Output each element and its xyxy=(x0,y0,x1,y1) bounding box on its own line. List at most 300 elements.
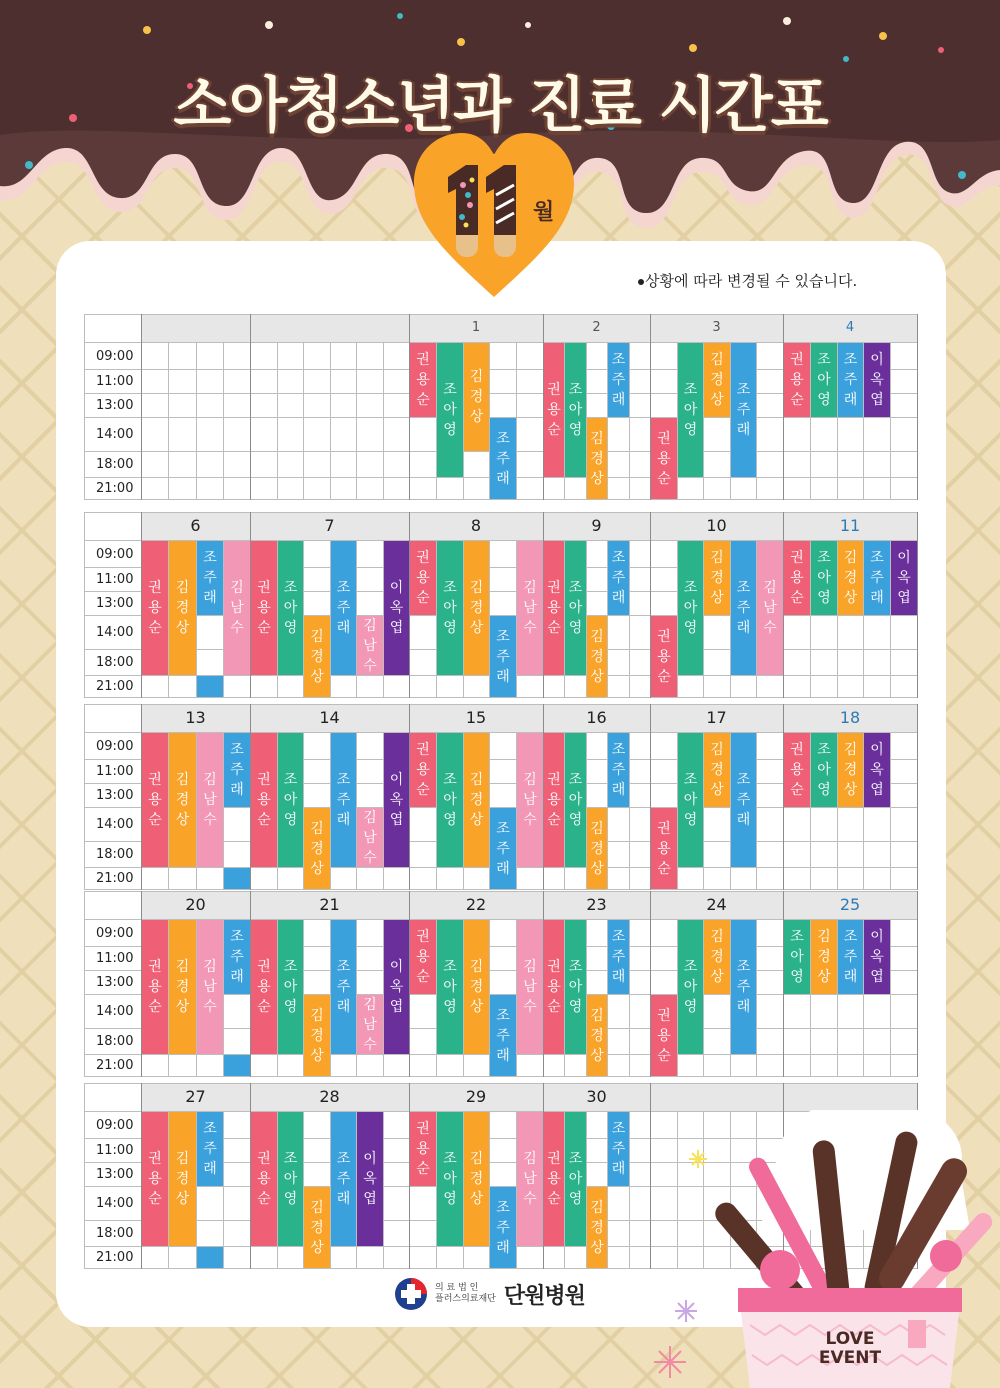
doctor-name-char: 수 xyxy=(363,657,377,674)
doctor-name-char: 조 xyxy=(843,352,858,368)
doctor-name-char: 순 xyxy=(416,590,430,606)
doctor-name-char: 조 xyxy=(443,580,457,596)
doctor-name-char: 상 xyxy=(590,1239,604,1256)
time-label: 21:00 xyxy=(96,679,134,694)
grid-line xyxy=(629,919,630,1076)
grid-line xyxy=(383,1111,384,1268)
doctor-name-char: 경 xyxy=(843,570,858,586)
day-label: 21 xyxy=(319,895,340,914)
grid-line xyxy=(84,697,917,698)
doctor-name-char: 권 xyxy=(257,772,271,788)
doctor-name-char: 아 xyxy=(568,979,583,995)
doctor-shift-bar xyxy=(565,541,586,675)
doctor-shift-bar xyxy=(608,1112,629,1186)
doctor-name-char: 경 xyxy=(710,949,724,965)
grid-line xyxy=(84,512,85,698)
doctor-name-char: 수 xyxy=(363,849,377,866)
doctor-name-char: 남 xyxy=(523,1171,537,1187)
doctor-name-char: 순 xyxy=(547,620,561,636)
doctor-name-char: 수 xyxy=(523,620,537,636)
doctor-name-char: 조 xyxy=(283,580,298,596)
doctor-shift-bar xyxy=(678,920,703,1054)
doctor-name-char: 남 xyxy=(523,979,537,995)
doctor-name-char: 영 xyxy=(283,812,298,828)
doctor-name-char: 김 xyxy=(523,580,537,596)
doctor-shift-bar xyxy=(891,541,917,615)
doctor-name-char: 권 xyxy=(148,1151,162,1167)
doctor-shift-bar xyxy=(197,541,223,615)
day-label: 7 xyxy=(324,516,335,535)
time-label: 14:00 xyxy=(96,1196,134,1211)
doctor-name-char: 김 xyxy=(310,628,324,645)
grid-line xyxy=(917,314,918,500)
time-label: 11:00 xyxy=(96,374,134,389)
doctor-name-char: 영 xyxy=(817,782,831,798)
doctor-name-char: 경 xyxy=(469,792,484,808)
grid-line xyxy=(84,704,85,890)
doctor-name-char: 조 xyxy=(568,959,583,975)
doctor-name-char: 조 xyxy=(736,580,751,596)
doctor-name-char: 순 xyxy=(257,999,271,1015)
doctor-shift-bar xyxy=(757,541,783,675)
doctor-shift-bar xyxy=(587,808,607,889)
doctor-name-char: 아 xyxy=(283,792,298,808)
doctor-name-char: 조 xyxy=(568,580,583,596)
grid-line xyxy=(223,342,224,499)
grid-line xyxy=(629,732,630,889)
doctor-shift-bar xyxy=(437,1112,463,1246)
doctor-name-char: 수 xyxy=(363,1036,377,1053)
doctor-name-char: 조 xyxy=(443,772,457,788)
doctor-shift-bar xyxy=(278,1112,303,1246)
doctor-name-char: 남 xyxy=(203,792,217,808)
love-event-label xyxy=(800,1330,900,1368)
doctor-name-char: 순 xyxy=(416,969,430,985)
doctor-name-char: 이 xyxy=(870,742,884,758)
grid-line xyxy=(890,919,891,1076)
doctor-name-char: 김 xyxy=(310,820,324,837)
day-label: 27 xyxy=(185,1087,206,1106)
doctor-name-char: 영 xyxy=(568,422,583,438)
doctor-shift-bar xyxy=(838,343,863,417)
doctor-name-char: 용 xyxy=(657,450,671,467)
doctor-name-char: 상 xyxy=(843,590,858,606)
day-label: 16 xyxy=(586,708,607,727)
doctor-name-char: 남 xyxy=(203,979,217,995)
doctor-name-char: 경 xyxy=(817,949,831,965)
doctor-name-char: 래 xyxy=(496,1239,510,1256)
doctor-name-char: 영 xyxy=(443,422,457,438)
doctor-shift-bar xyxy=(224,920,250,994)
doctor-name-char: 상 xyxy=(590,860,604,877)
doctor-name-char: 영 xyxy=(568,999,583,1015)
day-label: 18 xyxy=(839,708,861,727)
foundation-label: 플러스의료재단 xyxy=(435,1294,496,1304)
doctor-name-char: 김 xyxy=(230,580,244,596)
doctor-name-char: 조 xyxy=(683,580,698,596)
doctor-name-char: 용 xyxy=(657,648,671,665)
doctor-name-char: 주 xyxy=(736,792,751,808)
doctor-name-char: 용 xyxy=(790,372,804,388)
doctor-shift-bar xyxy=(608,343,629,417)
doctor-shift-bar xyxy=(587,995,607,1076)
doctor-name-char: 영 xyxy=(817,392,831,408)
day-label: 29 xyxy=(465,1087,487,1106)
hospital-cross-icon xyxy=(393,1276,429,1312)
doctor-name-char: 래 xyxy=(336,620,351,636)
doctor-name-char: 경 xyxy=(843,762,858,778)
doctor-name-char: 순 xyxy=(657,470,671,487)
doctor-name-char: 주 xyxy=(736,979,751,995)
doctor-shift-bar xyxy=(331,1112,356,1246)
doctor-shift-bar xyxy=(838,733,863,807)
doctor-shift-bar xyxy=(224,733,250,807)
doctor-name-char: 경 xyxy=(469,389,484,405)
doctor-name-char: 권 xyxy=(416,742,430,758)
doctor-name-char: 주 xyxy=(336,792,351,808)
doctor-name-char: 권 xyxy=(657,820,671,837)
doctor-name-char: 조 xyxy=(443,959,457,975)
time-label: 18:00 xyxy=(96,1226,134,1241)
grid-line xyxy=(629,1111,630,1268)
doctor-name-char: 래 xyxy=(611,1161,626,1177)
doctor-name-char: 상 xyxy=(175,999,190,1015)
doctor-shift-bar xyxy=(464,1112,489,1246)
doctor-name-char: 권 xyxy=(148,772,162,788)
doctor-shift-bar xyxy=(410,920,436,994)
doctor-name-char: 조 xyxy=(203,1121,217,1137)
doctor-name-char: 김 xyxy=(203,772,217,788)
doctor-shift-bar xyxy=(864,343,890,417)
doctor-shift-bar xyxy=(651,418,677,499)
grid-line xyxy=(629,342,630,499)
doctor-name-char: 주 xyxy=(496,648,510,665)
doctor-name-char: 순 xyxy=(148,812,162,828)
doctor-name-char: 용 xyxy=(416,372,430,388)
doctor-shift-bar xyxy=(490,616,516,697)
doctor-name-char: 경 xyxy=(310,840,324,857)
doctor-name-char: 영 xyxy=(568,812,583,828)
doctor-name-char: 상 xyxy=(710,969,724,985)
doctor-name-char: 순 xyxy=(547,999,561,1015)
doctor-name-char: 옥 xyxy=(389,792,404,808)
doctor-name-char: 권 xyxy=(416,1121,430,1137)
day-label: 6 xyxy=(190,516,201,535)
doctor-shift-bar xyxy=(410,733,436,807)
doctor-name-char: 영 xyxy=(683,620,698,636)
time-label: 13:00 xyxy=(96,975,134,990)
doctor-name-char: 주 xyxy=(736,402,751,418)
doctor-name-char: 권 xyxy=(257,959,271,975)
doctor-name-char: 권 xyxy=(547,382,561,398)
doctor-name-char: 영 xyxy=(443,812,457,828)
grid-line xyxy=(84,1076,917,1077)
grid-line xyxy=(84,1083,85,1269)
doctor-name-char: 용 xyxy=(547,1171,561,1187)
doctor-name-char: 조 xyxy=(817,742,831,758)
doctor-name-char: 용 xyxy=(657,1027,671,1044)
doctor-name-char: 아 xyxy=(683,792,698,808)
grid-line xyxy=(917,704,918,890)
doctor-name-char: 주 xyxy=(230,949,244,965)
doctor-shift-bar xyxy=(565,920,586,1054)
time-label: 13:00 xyxy=(96,788,134,803)
doctor-name-char: 상 xyxy=(469,409,484,425)
doctor-name-char: 김 xyxy=(523,772,537,788)
doctor-name-char: 상 xyxy=(710,590,724,606)
doctor-name-char: 수 xyxy=(523,999,537,1015)
day-label: 11 xyxy=(839,516,861,535)
doctor-name-char: 조 xyxy=(736,382,751,398)
doctor-name-char: 상 xyxy=(843,782,858,798)
doctor-shift-bar xyxy=(678,541,703,675)
doctor-shift-bar xyxy=(704,920,730,994)
doctor-name-char: 래 xyxy=(736,812,751,828)
doctor-name-char: 김 xyxy=(310,1007,324,1024)
doctor-name-char: 영 xyxy=(283,1191,298,1207)
love-label: LOVE xyxy=(825,1329,875,1349)
doctor-name-char: 순 xyxy=(416,392,430,408)
doctor-name-char: 조 xyxy=(611,550,626,566)
grid-line xyxy=(84,891,917,892)
doctor-name-char: 조 xyxy=(843,929,858,945)
doctor-shift-bar xyxy=(464,541,489,675)
doctor-name-char: 주 xyxy=(203,570,217,586)
doctor-name-char: 용 xyxy=(257,792,271,808)
doctor-name-char: 순 xyxy=(148,1191,162,1207)
doctor-name-char: 래 xyxy=(496,470,510,487)
doctor-shift-bar xyxy=(784,343,810,417)
time-label: 18:00 xyxy=(96,457,134,472)
doctor-name-char: 주 xyxy=(611,570,626,586)
doctor-name-char: 권 xyxy=(416,550,430,566)
grid-line xyxy=(84,314,85,500)
doctor-name-char: 순 xyxy=(416,782,430,798)
doctor-name-char: 주 xyxy=(843,949,858,965)
doctor-shift-bar xyxy=(331,920,356,1054)
day-label: 14 xyxy=(319,708,340,727)
day-label: 28 xyxy=(319,1087,340,1106)
doctor-name-char: 권 xyxy=(416,929,430,945)
doctor-shift-bar xyxy=(864,733,890,807)
doctor-shift-bar xyxy=(678,733,703,867)
doctor-name-char: 김 xyxy=(710,742,724,758)
doctor-name-char: 주 xyxy=(203,1141,217,1157)
doctor-shift-bar xyxy=(864,541,890,615)
doctor-name-char: 래 xyxy=(203,590,217,606)
doctor-name-char: 조 xyxy=(683,382,698,398)
doctor-name-char: 권 xyxy=(416,352,430,368)
doctor-shift-bar xyxy=(544,920,564,1054)
doctor-shift-bar xyxy=(437,920,463,1054)
doctor-name-char: 영 xyxy=(283,999,298,1015)
doctor-shift-bar xyxy=(197,733,223,867)
doctor-shift-bar xyxy=(811,733,837,807)
doctor-name-char: 래 xyxy=(496,668,510,685)
doctor-name-char: 아 xyxy=(817,372,831,388)
doctor-name-char: 용 xyxy=(148,979,162,995)
doctor-name-char: 조 xyxy=(683,959,698,975)
doctor-name-char: 순 xyxy=(257,620,271,636)
doctor-name-char: 경 xyxy=(710,762,724,778)
time-label: 14:00 xyxy=(96,427,134,442)
doctor-shift-bar xyxy=(811,920,837,994)
doctor-name-char: 순 xyxy=(790,590,804,606)
event-label: EVENT xyxy=(818,1348,882,1368)
doctor-name-char: 영 xyxy=(683,422,698,438)
change-notice: 상황에 따라 변경될 수 있습니다. xyxy=(645,272,858,290)
time-label: 13:00 xyxy=(96,1167,134,1182)
doctor-shift-bar xyxy=(587,1187,607,1268)
doctor-name-char: 옥 xyxy=(870,949,884,965)
doctor-name-char: 조 xyxy=(736,959,751,975)
doctor-shift-bar xyxy=(587,616,607,697)
doctor-name-char: 이 xyxy=(389,959,404,975)
doctor-name-char: 권 xyxy=(547,772,561,788)
time-label: 14:00 xyxy=(96,625,134,640)
doctor-shift-bar xyxy=(169,920,196,1054)
doctor-name-char: 경 xyxy=(469,600,484,616)
doctor-name-char: 옥 xyxy=(389,979,404,995)
doctor-shift-bar xyxy=(838,541,863,615)
doctor-name-char: 주 xyxy=(870,570,884,586)
doctor-name-char: 권 xyxy=(148,580,162,596)
doctor-name-char: 조 xyxy=(611,1121,626,1137)
doctor-name-char: 상 xyxy=(175,620,190,636)
doctor-name-char: 순 xyxy=(657,1047,671,1064)
doctor-name-char: 용 xyxy=(790,570,804,586)
doctor-name-char: 주 xyxy=(496,1027,510,1044)
doctor-name-char: 조 xyxy=(283,772,298,788)
doctor-shift-bar xyxy=(678,343,703,477)
doctor-name-char: 영 xyxy=(443,999,457,1015)
day-label: 13 xyxy=(185,708,206,727)
doctor-name-char: 아 xyxy=(817,570,831,586)
doctor-name-char: 순 xyxy=(547,422,561,438)
doctor-name-char: 래 xyxy=(736,422,751,438)
doctor-name-char: 권 xyxy=(547,1151,561,1167)
doctor-shift-bar xyxy=(278,541,303,675)
doctor-name-char: 경 xyxy=(590,648,604,665)
doctor-name-char: 아 xyxy=(790,949,804,965)
time-label: 13:00 xyxy=(96,398,134,413)
doctor-shift-bar xyxy=(517,733,543,867)
doctor-shift-bar xyxy=(838,920,863,994)
doctor-shift-bar xyxy=(437,733,463,867)
doctor-name-char: 상 xyxy=(590,668,604,685)
hospital-name: 단원병원 xyxy=(503,1283,585,1309)
doctor-name-char: 래 xyxy=(336,1191,351,1207)
doctor-name-char: 상 xyxy=(590,1047,604,1064)
time-label: 09:00 xyxy=(96,348,134,364)
doctor-name-char: 권 xyxy=(657,628,671,645)
doctor-name-char: 용 xyxy=(547,792,561,808)
time-label: 21:00 xyxy=(96,481,134,496)
doctor-name-char: 엽 xyxy=(389,999,404,1015)
doctor-name-char: 김 xyxy=(175,959,190,975)
day-label: 15 xyxy=(465,708,487,727)
doctor-name-char: 옥 xyxy=(389,600,404,616)
doctor-name-char: 주 xyxy=(496,840,510,857)
doctor-name-char: 조 xyxy=(283,1151,298,1167)
doctor-name-char: 경 xyxy=(710,372,724,388)
doctor-shift-bar xyxy=(357,616,383,675)
doctor-name-char: 아 xyxy=(443,402,457,418)
doctor-name-char: 김 xyxy=(175,580,190,596)
grid-line xyxy=(356,342,357,499)
doctor-shift-bar xyxy=(608,541,629,615)
day-label: 25 xyxy=(839,895,861,914)
doctor-shift-bar xyxy=(565,733,586,867)
doctor-name-char: 남 xyxy=(523,600,537,616)
day-label: 17 xyxy=(706,708,727,727)
doctor-name-char: 권 xyxy=(257,1151,271,1167)
doctor-name-char: 김 xyxy=(310,1199,324,1216)
hospital-logo xyxy=(393,1276,585,1312)
doctor-name-char: 래 xyxy=(336,812,351,828)
grid-line xyxy=(277,342,278,499)
doctor-shift-bar xyxy=(490,1187,516,1268)
doctor-name-char: 래 xyxy=(496,860,510,877)
doctor-shift-bar xyxy=(357,808,383,867)
doctor-name-char: 순 xyxy=(547,1191,561,1207)
doctor-shift-bar xyxy=(384,733,409,867)
doctor-name-char: 김 xyxy=(590,1007,604,1024)
doctor-name-char: 주 xyxy=(611,372,626,388)
doctor-name-char: 순 xyxy=(790,392,804,408)
month-suffix: 월 xyxy=(533,200,555,225)
doctor-shift-bar xyxy=(731,343,756,477)
doctor-name-char: 조 xyxy=(611,929,626,945)
doctor-shift-bar xyxy=(169,1112,196,1246)
doctor-name-char: 영 xyxy=(443,620,457,636)
doctor-name-char: 순 xyxy=(257,1191,271,1207)
doctor-name-char: 권 xyxy=(657,430,671,447)
doctor-name-char: 수 xyxy=(230,620,244,636)
doctor-name-char: 순 xyxy=(416,1161,430,1177)
day-label: 22 xyxy=(465,895,487,914)
doctor-shift-bar xyxy=(437,541,463,675)
doctor-name-char: 조 xyxy=(230,929,244,945)
doctor-name-char: 경 xyxy=(469,1171,484,1187)
doctor-name-char: 상 xyxy=(710,392,724,408)
doctor-name-char: 주 xyxy=(496,1219,510,1236)
doctor-name-char: 주 xyxy=(336,600,351,616)
doctor-name-char: 김 xyxy=(175,772,190,788)
doctor-shift-bar xyxy=(197,676,223,697)
doctor-name-char: 상 xyxy=(469,620,484,636)
time-label: 21:00 xyxy=(96,871,134,886)
doctor-shift-bar xyxy=(704,733,730,807)
doctor-name-char: 주 xyxy=(496,450,510,467)
doctor-name-char: 엽 xyxy=(897,590,911,606)
doctor-name-char: 조 xyxy=(496,1007,510,1024)
doctor-name-char: 영 xyxy=(683,812,698,828)
doctor-name-char: 수 xyxy=(763,620,777,636)
doctor-name-char: 래 xyxy=(336,999,351,1015)
doctor-name-char: 조 xyxy=(736,772,751,788)
doctor-name-char: 조 xyxy=(336,959,351,975)
doctor-name-char: 순 xyxy=(148,999,162,1015)
day-label: 1 xyxy=(471,320,481,335)
time-label: 21:00 xyxy=(96,1250,134,1265)
doctor-shift-bar xyxy=(437,343,463,477)
time-label: 18:00 xyxy=(96,847,134,862)
doctor-name-char: 용 xyxy=(547,600,561,616)
doctor-name-char: 김 xyxy=(710,929,724,945)
doctor-name-char: 수 xyxy=(203,812,217,828)
doctor-name-char: 경 xyxy=(590,1219,604,1236)
